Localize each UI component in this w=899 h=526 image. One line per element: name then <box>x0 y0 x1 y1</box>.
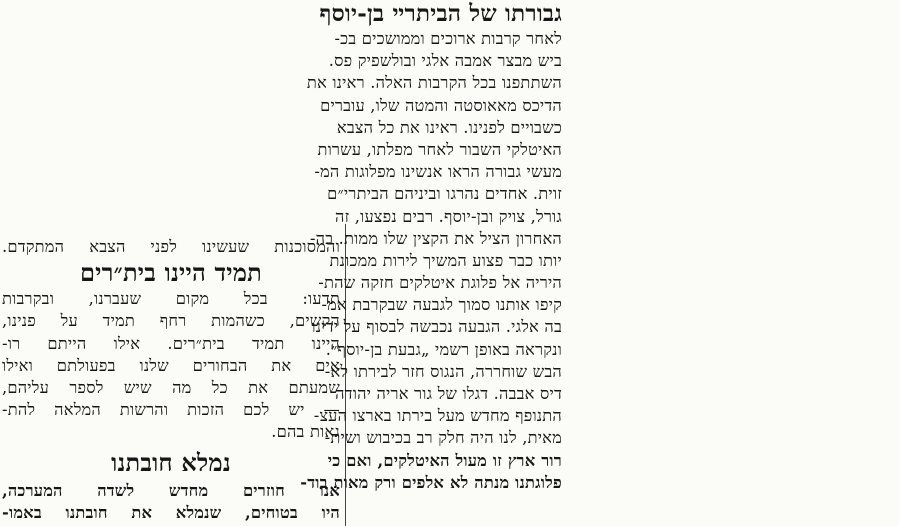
text-line: אנו חוזרים מחדש לשדה המערכה, <box>2 480 340 500</box>
text-line: היו בטוחים, שנמלא את חובתנו באמו- <box>2 502 340 522</box>
text-line: הבש שוחררה, הנגוס חזר לבירתו לא- <box>324 361 562 381</box>
text-line: היינו תמיד בית״רים. אילו הייתם רו- <box>2 333 340 353</box>
section-heading-fulfill-duty: נמלא חובתנו <box>111 447 231 477</box>
text-line: הדיכס מאאוסטה והמטה שלו, עוברים <box>320 95 562 115</box>
text-line: התנופף מחדש מעל בירתו בארצו העצ- <box>313 406 562 426</box>
text-line: גורל, צויק ובן-יוסף. רבים נפצעו, זה <box>335 206 562 226</box>
text-line: האיטלקי השבור לאחר מפלתו, עשרות <box>317 139 562 159</box>
section-heading-always-betar: תמיד היינו בית״רים <box>79 258 263 288</box>
text-line: ונקראה באופן רשמי „גבעת בן-יוסף״. <box>325 339 562 359</box>
text-line: — יש לכם הזכות והרשות המלאה להת- <box>2 400 340 420</box>
text-line: כשבויים לפנינו. ראינו את כל הצבא <box>336 117 562 137</box>
text-line: אים את הבחורים שלנו בפעולתם ואילו <box>2 355 340 375</box>
text-line: יותו כבר פצוע המשיך לירות ממכונת <box>329 250 562 270</box>
article-column-left <box>2 236 340 524</box>
text-line: קיפו אותנו סמוך לגבעה שבקרבת אמ- <box>321 295 562 315</box>
text-line: שמעתם את כל מה שיש לספר עליהם, <box>2 377 340 397</box>
article-body-left-bottom <box>2 480 340 524</box>
text-line: זוית. אחדים נהרגו וביניהם הביתרי״ם <box>327 184 562 204</box>
text-line: רור ארץ זו מעול האיטלקים, ואם כי <box>327 450 562 470</box>
text-line: והמסוכנות שעשינו לפני הצבא המתקדם. <box>2 237 340 256</box>
text-line: בה אלגי. הגבעה נכבשה לבסוף על ידינו <box>311 317 562 337</box>
text-line: היריה אל פלוגת איטלקים חזקה שהת- <box>318 273 562 293</box>
article-body-left-middle <box>2 288 340 443</box>
text-line: מעשי גבורה הראו אנשינו מפלוגות המ- <box>314 162 562 182</box>
article-heading-ben-yosef: גבורתו של הביתרײ בן-יוסף <box>319 0 562 27</box>
text-line: פלוגתנו מנתה לא אלפים ורק מאות בוד- <box>300 472 562 492</box>
text-line: הקשים, כשהמות רחף תמיד על פנינו, <box>2 311 340 331</box>
text-line: השתתפנו בכל הקרבות האלה. ראינו את <box>306 73 562 93</box>
text-line: דיס אבבה. דגלו של גור אריה יהודה <box>335 384 562 403</box>
text-line: לאחר קרבות ארוכים וממושכים בכ- <box>334 29 562 48</box>
text-line: מאית, לנו היה חלק רב בכיבוש ושית- <box>324 428 562 448</box>
text-line: האחרון הציל את הקצין שלו ממות. בה- <box>309 228 562 248</box>
text-line: גאות בהם. <box>271 422 340 442</box>
text-line: תדעו: בכל מקום שעברנו, ובקרבות <box>2 289 340 309</box>
article-body-left-top <box>2 236 340 258</box>
text-line: ביש מבצר אמבה אלגי ובולשפיק פס. <box>328 51 562 71</box>
